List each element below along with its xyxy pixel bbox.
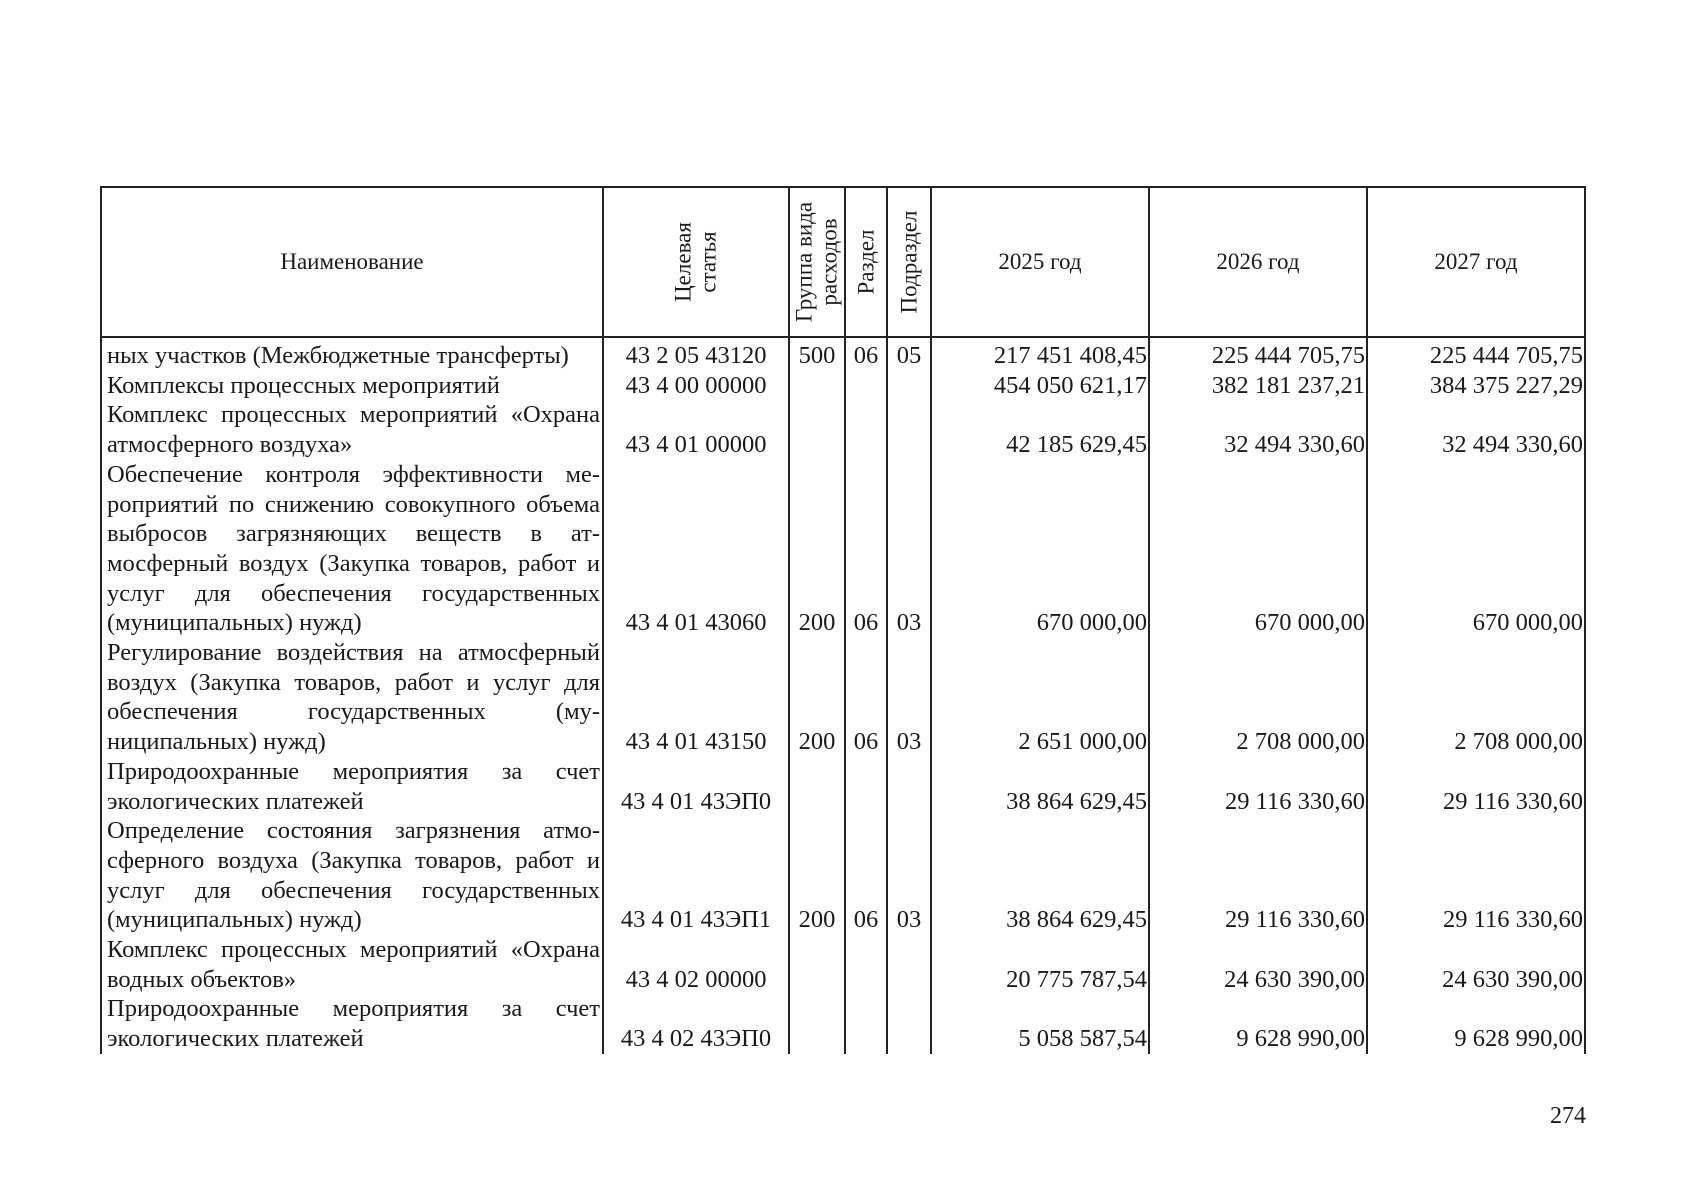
row-amount-2025: 38 864 629,45	[931, 816, 1149, 935]
row-expense-group: 200	[789, 638, 845, 757]
row-expense-group: 200	[789, 816, 845, 935]
row-amount-2025: 42 185 629,45	[931, 400, 1149, 459]
row-name: Регулирование воздействия на атмосферный воздух (Закупка товаров, работ и услуг для обеспечения государственных (муниципальных) нужд)	[101, 638, 603, 757]
table-row	[101, 935, 1585, 994]
header-2025-label: 2025 год	[998, 249, 1082, 274]
header-section	[845, 187, 887, 337]
header-target-article-label: Целевая статья	[670, 222, 721, 302]
row-amount-2027: 670 000,00	[1367, 460, 1585, 638]
row-target-article: 43 4 01 43060	[603, 460, 789, 638]
row-section: 06	[845, 816, 887, 935]
row-amount-2025: 2 651 000,00	[931, 638, 1149, 757]
row-target-article: 43 2 05 43120	[603, 337, 789, 371]
row-amount-2025: 5 058 587,54	[931, 994, 1149, 1053]
row-expense-group: 500	[789, 337, 845, 371]
row-subsection	[887, 757, 931, 816]
row-amount-2026: 24 630 390,00	[1149, 935, 1367, 994]
row-section	[845, 371, 887, 401]
row-section	[845, 935, 887, 994]
row-amount-2026: 2 708 000,00	[1149, 638, 1367, 757]
row-amount-2026: 29 116 330,60	[1149, 816, 1367, 935]
row-target-article: 43 4 00 00000	[603, 371, 789, 401]
table-row	[101, 371, 1585, 401]
row-subsection: 03	[887, 638, 931, 757]
table-row	[101, 337, 1585, 371]
row-subsection	[887, 994, 931, 1053]
row-subsection	[887, 400, 931, 459]
row-section	[845, 994, 887, 1053]
row-name: Природоохранные мероприятия за счет экологических платежей	[101, 757, 603, 816]
row-amount-2027: 29 116 330,60	[1367, 816, 1585, 935]
table-row	[101, 757, 1585, 816]
table-header-row	[101, 187, 1585, 337]
row-target-article: 43 4 02 00000	[603, 935, 789, 994]
header-2027	[1367, 187, 1585, 337]
header-2026	[1149, 187, 1367, 337]
page-number: 274	[1550, 1103, 1586, 1129]
header-2027-label: 2027 год	[1434, 249, 1518, 274]
row-expense-group	[789, 400, 845, 459]
header-name	[101, 187, 603, 337]
row-section: 06	[845, 337, 887, 371]
row-section: 06	[845, 460, 887, 638]
row-amount-2027: 2 708 000,00	[1367, 638, 1585, 757]
row-amount-2027: 9 628 990,00	[1367, 994, 1585, 1053]
header-subsection	[887, 187, 931, 337]
row-amount-2026: 29 116 330,60	[1149, 757, 1367, 816]
row-expense-group	[789, 935, 845, 994]
row-section: 06	[845, 638, 887, 757]
table-row	[101, 816, 1585, 935]
row-name: ных участков (Межбюджетные трансферты)	[101, 337, 603, 371]
row-subsection	[887, 935, 931, 994]
row-subsection: 03	[887, 460, 931, 638]
row-subsection	[887, 371, 931, 401]
row-subsection: 03	[887, 816, 931, 935]
row-subsection: 05	[887, 337, 931, 371]
table-row	[101, 460, 1585, 638]
row-target-article: 43 4 01 43ЭП1	[603, 816, 789, 935]
row-amount-2027: 384 375 227,29	[1367, 371, 1585, 401]
row-name: Определение состояния загрязнения атмосферного воздуха (Закупка товаров, работ и услуг для обеспечения государственных (муниципальных) нужд)	[101, 816, 603, 935]
row-expense-group	[789, 757, 845, 816]
header-2026-label: 2026 год	[1216, 249, 1300, 274]
row-name: Обеспечение контроля эффективности мероприятий по снижению совокупного объема выбросов загрязняющих веществ в атмосферный воздух (Закупка товаров, работ и услуг для обеспечения государственных (муниципальных) нужд)	[101, 460, 603, 638]
table-row	[101, 400, 1585, 459]
row-amount-2026: 670 000,00	[1149, 460, 1367, 638]
row-amount-2025: 670 000,00	[931, 460, 1149, 638]
row-name: Комплексы процессных мероприятий	[101, 371, 603, 401]
row-amount-2026: 32 494 330,60	[1149, 400, 1367, 459]
row-target-article: 43 4 02 43ЭП0	[603, 994, 789, 1053]
row-section	[845, 757, 887, 816]
row-target-article: 43 4 01 00000	[603, 400, 789, 459]
budget-table	[100, 186, 1586, 1054]
row-amount-2025: 454 050 621,17	[931, 371, 1149, 401]
header-target-article	[603, 187, 789, 337]
row-amount-2026: 382 181 237,21	[1149, 371, 1367, 401]
row-amount-2025: 217 451 408,45	[931, 337, 1149, 371]
header-expense-group	[789, 187, 845, 337]
header-subsection-label: Подраздел	[896, 210, 922, 314]
row-amount-2026: 225 444 705,75	[1149, 337, 1367, 371]
table-row	[101, 638, 1585, 757]
row-amount-2027: 29 116 330,60	[1367, 757, 1585, 816]
row-amount-2026: 9 628 990,00	[1149, 994, 1367, 1053]
row-expense-group: 200	[789, 460, 845, 638]
row-name: Комплекс процессных мероприятий «Охрана водных объектов»	[101, 935, 603, 994]
row-amount-2027: 225 444 705,75	[1367, 337, 1585, 371]
row-name: Комплекс процессных мероприятий «Охрана атмосферного воздуха»	[101, 400, 603, 459]
header-expense-group-label: Группа вида расходов	[791, 201, 842, 323]
row-section	[845, 400, 887, 459]
row-amount-2025: 20 775 787,54	[931, 935, 1149, 994]
row-amount-2025: 38 864 629,45	[931, 757, 1149, 816]
header-2025	[931, 187, 1149, 337]
row-name: Природоохранные мероприятия за счет экологических платежей	[101, 994, 603, 1053]
header-name-label: Наименование	[280, 249, 424, 274]
row-expense-group	[789, 371, 845, 401]
row-amount-2027: 32 494 330,60	[1367, 400, 1585, 459]
table-row	[101, 994, 1585, 1053]
header-section-label: Раздел	[853, 229, 879, 295]
row-target-article: 43 4 01 43ЭП0	[603, 757, 789, 816]
row-target-article: 43 4 01 43150	[603, 638, 789, 757]
row-expense-group	[789, 994, 845, 1053]
row-amount-2027: 24 630 390,00	[1367, 935, 1585, 994]
